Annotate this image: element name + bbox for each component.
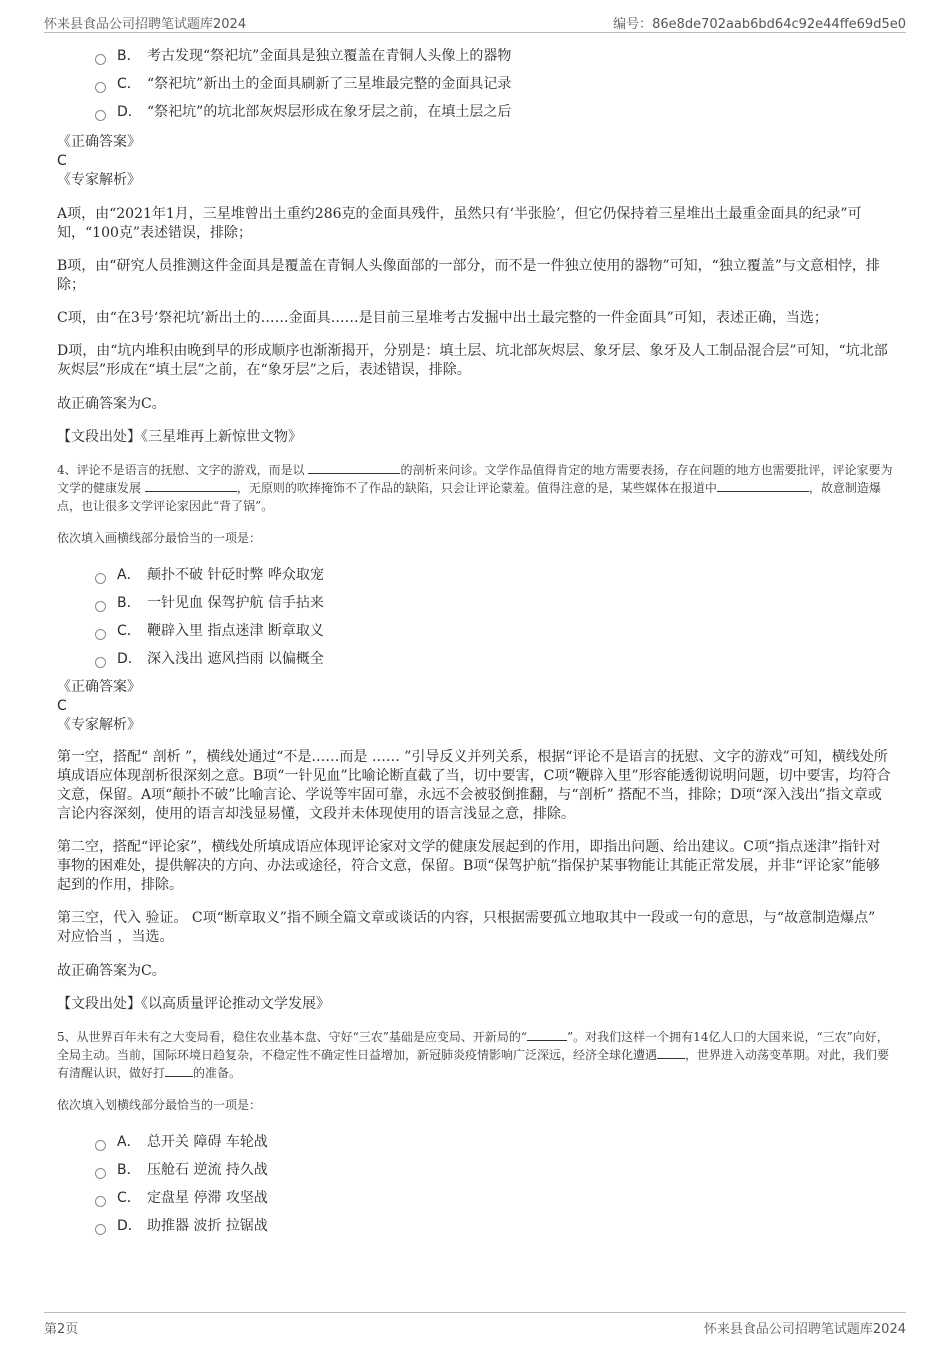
question-prompt: 依次填入划横线部分最恰当的一项是： — [57, 1098, 262, 1112]
radio-icon[interactable] — [95, 1140, 106, 1151]
option-text: 颠扑不破 针砭时弊 哗众取宠 — [147, 567, 324, 583]
option-text: “祭祀坑”的坑北部灰烬层形成在象牙层之前，在填土层之后 — [147, 104, 512, 120]
footer-title: 怀来县食品公司招聘笔试题库2024 — [703, 1322, 906, 1337]
page-number: 第2页 — [44, 1322, 79, 1337]
option-letter: B． — [117, 595, 141, 611]
option-letter: D． — [117, 1218, 142, 1234]
analysis-paragraph: D项，由“坑内堆积由晚到早的形成顺序也渐渐揭开，分别是：填土层、坑北部灰烬层、象牙层、象牙及人工制品混合层”可知，“坑北部灰烬层”形成在“填土层”之前，在“象牙层”之后，表述错误，排除。 — [57, 343, 888, 378]
radio-icon[interactable] — [95, 629, 106, 640]
option-text: 考古发现“祭祀坑”金面具是独立覆盖在青铜人头像上的器物 — [147, 48, 512, 64]
option-text: 深入浅出 遮风挡雨 以偏概全 — [147, 651, 324, 667]
radio-icon[interactable] — [95, 54, 106, 65]
analysis-paragraph: 第三空，代入 验证。 C项“断章取义”指不顾全篇文章或谈话的内容，只根据需要孤立地取其中一段或一句的意思，与“故意制造爆点” 对应恰当 ，当选。 — [57, 910, 876, 945]
option-letter: A． — [117, 1134, 141, 1150]
q5-options — [95, 1128, 893, 1240]
answer-blank[interactable] — [145, 479, 237, 492]
option-text: 鞭辟入里 指点迷津 断章取义 — [147, 623, 324, 639]
q3-options — [95, 42, 893, 126]
option-text: 助推器 波折 拉锯战 — [147, 1218, 268, 1234]
option-letter: B． — [117, 1162, 141, 1178]
q4-options — [95, 561, 893, 673]
source-citation: 【文段出处】《以高质量评论推动文学发展》 — [57, 996, 330, 1012]
q4-option-d[interactable] — [95, 645, 893, 673]
option-text: 压舱石 逆流 持久战 — [147, 1162, 268, 1178]
answer-blank[interactable] — [717, 479, 809, 492]
option-text: 总开关 障碍 车轮战 — [147, 1134, 268, 1150]
option-letter: D． — [117, 104, 142, 120]
answer-blank[interactable] — [165, 1064, 193, 1077]
answer-heading: 《正确答案》 — [57, 134, 141, 150]
analysis-paragraph: C项，由“在3号‘祭祀坑’新出土的……金面具……是目前三星堆考古发掘中出土最完整的一件金面具”可知，表述正确，当选； — [57, 310, 828, 326]
option-letter: D． — [117, 651, 142, 667]
conclusion: 故正确答案为C。 — [57, 396, 166, 412]
q4-option-a[interactable] — [95, 561, 893, 589]
radio-icon[interactable] — [95, 110, 106, 121]
analysis-heading: 《专家解析》 — [57, 717, 141, 733]
q5-option-b[interactable] — [95, 1156, 893, 1184]
option-text: “祭祀坑”新出土的金面具刷新了三星堆最完整的金面具记录 — [147, 76, 512, 92]
answer-blank[interactable] — [308, 461, 400, 474]
stem-text: 的剖析来问诊。文学作品值得肯定的地方需要表扬，存在问题的地方也需要批评，评论家要为文学的健康发展 — [57, 463, 893, 495]
page-footer — [44, 1312, 906, 1335]
q3-option-c[interactable] — [95, 70, 893, 98]
q5-option-a[interactable] — [95, 1128, 893, 1156]
stem-text: 的准备。 — [193, 1066, 242, 1080]
document-code: 编号：86e8de702aab6bd64c92e44ffe69d5e0 — [613, 17, 906, 32]
option-letter: C． — [117, 623, 141, 639]
page-header — [44, 10, 906, 33]
q4-option-b[interactable] — [95, 589, 893, 617]
analysis-heading: 《专家解析》 — [57, 172, 141, 188]
q4-option-c[interactable] — [95, 617, 893, 645]
radio-icon[interactable] — [95, 1168, 106, 1179]
option-letter: C． — [117, 1190, 141, 1206]
document-body — [57, 40, 893, 1240]
q5-option-c[interactable] — [95, 1184, 893, 1212]
stem-text: 5、从世界百年未有之大变局看，稳住农业基本盘、守好“三农”基础是应变局、开新局的“ — [57, 1030, 528, 1044]
analysis-paragraph: 第一空，搭配“ 剖析 ”，横线处通过“不是……而是 …… ”引导反义并列关系，根据“评论不是语言的抚慰、文字的游戏”可知，横线处所填成语应体现剖析很深刻之意。B项“一针见血”比喻论断直截了当，切中要害，C项“鞭辟入里”形容能透彻说明问题，切中要害，均符合文意，保留。A项“颠扑不破”比喻言论、学说等牢固可靠，永远不会被驳倒推翻，与“剖析” 搭配不当，排除；D项“深入浅出”指文章或言论内容深刻，使用的语言却浅显易懂，文段并未体现使用的语言浅显之意，排除。 — [57, 749, 891, 822]
radio-icon[interactable] — [95, 82, 106, 93]
radio-icon[interactable] — [95, 657, 106, 668]
option-letter: C． — [117, 76, 141, 92]
stem-text: ”。对我们这样一个拥有14亿人口的大国来说，“三农”向好，全局主动。当前，国际环境日趋复杂，不稳定性不确定性日益增加，新冠肺炎疫情影响广泛深远，经济全球化遭遇 — [57, 1030, 889, 1062]
stem-text: 4、评论不是语言的抚慰、文字的游戏，而是以 — [57, 463, 309, 477]
q3-option-d[interactable] — [95, 98, 893, 126]
q3-option-b[interactable] — [95, 42, 893, 70]
analysis-paragraph: A项，由“2021年1月，三星堆曾出土重约286克的金面具残件，虽然只有‘半张脸’，但它仍保持着三星堆出土最重金面具的纪录”可知，“100克”表述错误，排除； — [57, 206, 862, 241]
answer-blank[interactable] — [657, 1046, 685, 1059]
analysis-paragraph: B项，由“研究人员推测这件金面具是覆盖在青铜人头像面部的一部分，而不是一件独立使用的器物”可知，“独立覆盖”与文意相悖，排除； — [57, 258, 880, 293]
radio-icon[interactable] — [95, 1196, 106, 1207]
answer-heading: 《正确答案》 — [57, 679, 141, 695]
q5-option-d[interactable] — [95, 1212, 893, 1240]
question-stem — [57, 461, 893, 515]
answer-value: C — [57, 698, 67, 714]
radio-icon[interactable] — [95, 573, 106, 584]
header-title: 怀来县食品公司招聘笔试题库2024 — [44, 17, 247, 32]
option-text: 定盘星 停滞 攻坚战 — [147, 1190, 268, 1206]
question-stem — [57, 1028, 893, 1082]
question-prompt: 依次填入画横线部分最恰当的一项是： — [57, 531, 262, 545]
stem-text: ，故意制造爆点，也让很多文学评论家因此“背了锅”。 — [57, 481, 881, 513]
answer-value: C — [57, 153, 67, 169]
stem-text: ，无原则的吹捧掩饰不了作品的缺陷，只会让评论蒙羞。值得注意的是，某些媒体在报道中 — [236, 481, 717, 495]
stem-text: ，世界进入动荡变革期。对此，我们要有清醒认识，做好打 — [57, 1048, 890, 1080]
option-letter: B． — [117, 48, 141, 64]
option-letter: A． — [117, 567, 141, 583]
analysis-paragraph: 第二空，搭配“评论家”，横线处所填成语应体现评论家对文学的健康发展起到的作用，即指出问题、给出建议。C项“指点迷津”指针对事物的困难处，提供解决的方向、办法或途径，符合文意，保留。B项“保驾护航”指保护某事物能让其能正常发展，并非“评论家”能够起到的作用，排除。 — [57, 839, 881, 893]
radio-icon[interactable] — [95, 1224, 106, 1235]
source-citation: 【文段出处】《三星堆再上新惊世文物》 — [57, 429, 302, 445]
conclusion: 故正确答案为C。 — [57, 963, 166, 979]
radio-icon[interactable] — [95, 601, 106, 612]
answer-blank[interactable] — [527, 1028, 567, 1041]
option-text: 一针见血 保驾护航 信手拈来 — [147, 595, 324, 611]
